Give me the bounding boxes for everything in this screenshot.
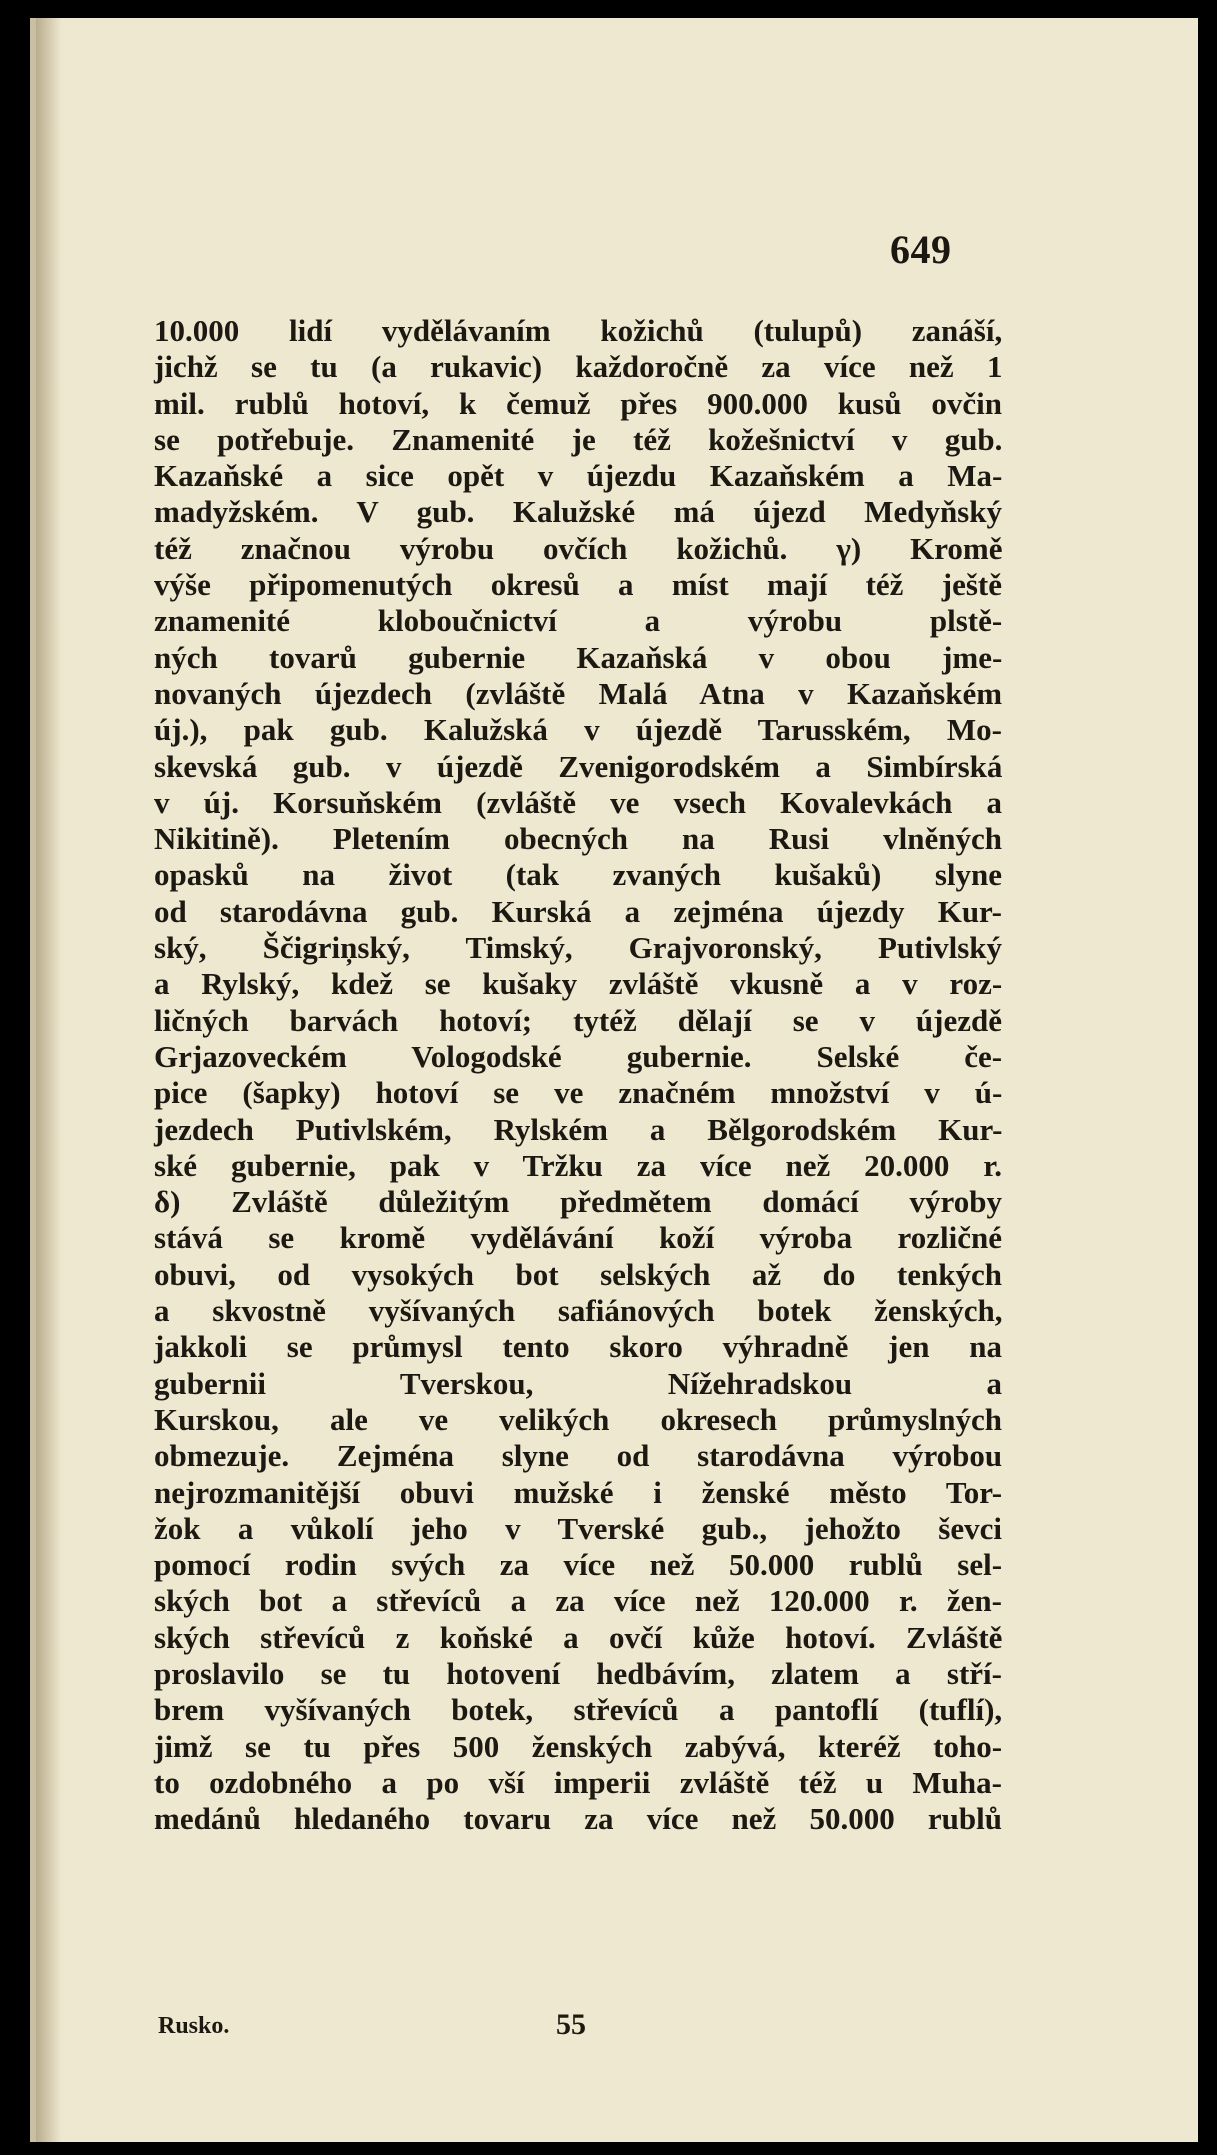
text-line: žok a vůkolí jeho v Tverské gub., jehožto ševci: [154, 1510, 1002, 1546]
text-line: opasků na život (tak zvaných kušaků) slyne: [154, 857, 1002, 893]
text-line: též značnou výrobu ovčích kožichů. γ) Kromě: [154, 530, 1003, 566]
text-line: výše připomenutých okresů a míst mají též ještě: [154, 567, 1002, 603]
text-line: ský, Ščigriņský, Timský, Grajvoronský, Putivlský: [154, 930, 1002, 966]
text-line: to ozdobného a po vší imperii zvláště též u Muha-: [154, 1764, 1002, 1800]
text-line: pomocí rodin svých za více než 50.000 rublů sel-: [154, 1547, 1003, 1583]
body-text: [154, 313, 1002, 1837]
text-line: a skvostně vyšívaných safiánových botek ženských,: [154, 1293, 1003, 1329]
text-line: jakkoli se průmysl tento skoro výhradně jen na: [154, 1329, 1002, 1365]
page-number: 649: [890, 227, 952, 272]
text-line: Grjazoveckém Vologodské gubernie. Selské če-: [154, 1038, 1003, 1074]
text-line: mil. rublů hotoví, k čemuž přes 900.000 kusů ovčin: [154, 385, 1002, 421]
text-line: a Rylský, kdež se kušaky zvláště vkusně a v roz-: [154, 966, 1003, 1002]
spine-shadow: [36, 18, 62, 2142]
text-line: jimž se tu přes 500 ženských zabývá, kteréž toho-: [154, 1728, 1003, 1764]
text-line: ličných barvách hotoví; tytéž dělají se v újezdě: [154, 1002, 1002, 1038]
text-line: se potřebuje. Znamenité je též kožešnictví v gub.: [154, 421, 1003, 457]
text-line: novaných újezdech (zvláště Malá Atna v Kazaňském: [154, 675, 1003, 711]
text-line: jichž se tu (a rukavic) každoročně za více než 1: [154, 349, 1003, 385]
text-line: proslavilo se tu hotovení hedbávím, zlatem a stří-: [154, 1655, 1002, 1691]
text-line: v új. Korsuňském (zvláště ve vsech Kovalevkách a: [154, 784, 1003, 820]
text-line: 10.000 lidí vydělávaním kožichů (tulupů) zanáší,: [154, 313, 1003, 348]
text-line: ské gubernie, pak v Tržku za více než 20.000 r.: [154, 1147, 1002, 1183]
text-line: Nikitině). Pletením obecných na Rusi vlněných: [154, 821, 1002, 857]
text-line: gubernii Tverskou, Nížehradskou a: [154, 1365, 1002, 1401]
printer-signature: Rusko.: [158, 2013, 230, 2039]
text-line: od starodávna gub. Kurská a zejména újezdy Kur-: [154, 893, 1002, 929]
text-line: stává se kromě vydělávání koží výroba rozličné: [154, 1220, 1002, 1256]
text-line: obuvi, od vysokých bot selských až do tenkých: [154, 1256, 1002, 1292]
text-line: pice (šapky) hotoví se ve značném množství v ú-: [154, 1075, 1003, 1111]
text-line: madyžském. V gub. Kalužské má újezd Medyňský: [154, 494, 1002, 530]
text-line: jezdech Putivlském, Rylském a Bělgorodském Kur-: [154, 1111, 1003, 1147]
text-line: Kurskou, ale ve velikých okresech průmyslných: [154, 1401, 1002, 1437]
text-line: nejrozmanitější obuvi mužské i ženské město Tor-: [154, 1474, 1003, 1510]
text-line: ných tovarů gubernie Kazaňská v obou jme-: [154, 639, 1003, 675]
text-line: znamenité kloboučnictví a výrobu plstě-: [154, 603, 1003, 639]
book-page: [30, 18, 1198, 2142]
text-line: skevská gub. v újezdě Zvenigorodském a Simbírská: [154, 748, 1003, 784]
text-line: ských bot a střevíců a za více než 120.000 r. žen-: [154, 1583, 1002, 1619]
text-line: brem vyšívaných botek, střevíců a pantoflí (tuflí),: [154, 1692, 1003, 1728]
text-line: ských střevíců z koňské a ovčí kůže hotoví. Zvláště: [154, 1619, 1003, 1655]
text-line: obmezuje. Zejména slyne od starodávna výrobou: [154, 1438, 1003, 1474]
text-line: medánů hledaného tovaru za více než 50.000 rublů: [154, 1801, 1002, 1837]
sheet-number: 55: [556, 2008, 586, 2041]
text-line: új.), pak gub. Kalužská v újezdě Tarusském, Mo-: [154, 712, 1002, 748]
text-line: Kazaňské a sice opět v újezdu Kazaňském a Ma-: [154, 458, 1003, 494]
text-line: δ) Zvláště důležitým předmětem domácí výroby: [154, 1184, 1002, 1220]
